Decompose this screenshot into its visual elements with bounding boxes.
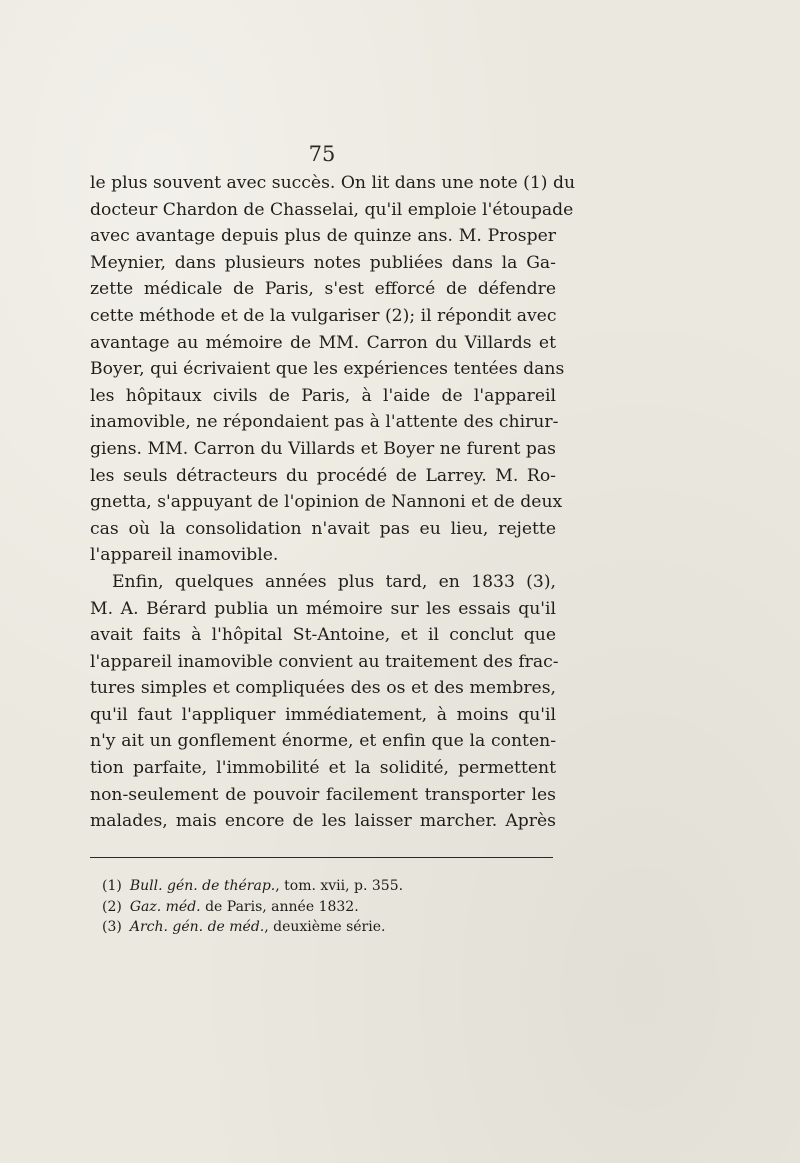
- text-line: giens. MM. Carron du Villards et Boyer ne furent pas: [90, 438, 556, 459]
- text-line: Meynier, dans plusieurs notes publiées dans la Ga-: [90, 252, 556, 273]
- footnote: [102, 897, 403, 918]
- text-line: le plus souvent avec succès. On lit dans une note (1) du: [90, 173, 576, 193]
- text-line: tures simples et compliquées des os et des membres,: [90, 678, 556, 699]
- page-number: 75: [308, 142, 336, 166]
- text-line: l'appareil inamovible convient au traitement des frac-: [90, 651, 559, 672]
- text-line: les hôpitaux civils de Paris, à l'aide de l'appareil: [90, 385, 556, 406]
- footnote-detail: de Paris, année 1832.: [200, 898, 359, 915]
- text-line: malades, mais encore de les laisser marcher. Après: [90, 811, 556, 832]
- text-line: tion parfaite, l'immobilité et la solidité, permettent: [90, 758, 556, 779]
- body-text: [90, 170, 576, 835]
- text-line: non-seulement de pouvoir facilement transporter les: [90, 784, 556, 805]
- text-line: gnetta, s'appuyant de l'opinion de Nannoni et de deux: [90, 492, 563, 513]
- text-line: docteur Chardon de Chasselai, qu'il emploie l'étoupade: [90, 199, 574, 220]
- text-line: qu'il faut l'appliquer immédiatement, à moins qu'il: [90, 704, 556, 725]
- footnote-number: (3): [102, 919, 122, 935]
- text-line: M. A. Bérard publia un mémoire sur les essais qu'il: [90, 598, 556, 619]
- text-line: cette méthode et de la vulgariser (2); il répondit avec: [90, 305, 557, 326]
- text-line: les seuls détracteurs du procédé de Larrey. M. Ro-: [90, 465, 556, 486]
- footnote-number: (2): [102, 898, 122, 915]
- footnote-title: Arch. gén. de méd.: [129, 919, 265, 935]
- text-line: zette médicale de Paris, s'est efforcé de défendre: [90, 279, 556, 300]
- text-line: avec avantage depuis plus de quinze ans. M. Prosper: [90, 226, 556, 247]
- text-line: inamovible, ne répondaient pas à l'attente des chirur-: [90, 412, 559, 433]
- footnote-number: (1): [102, 878, 122, 894]
- footnote: [102, 876, 403, 897]
- text-line: avait faits à l'hôpital St-Antoine, et il conclut que: [90, 625, 556, 646]
- text-line: avantage au mémoire de MM. Carron du Villards et: [90, 332, 556, 353]
- footnote-title: Bull. gén. de thérap.: [129, 878, 276, 894]
- text-line: Enfin, quelques années plus tard, en 1833 (3),: [112, 571, 556, 592]
- footnotes: [102, 876, 403, 938]
- footnote-title: Gaz. méd.: [129, 898, 201, 915]
- text-line: l'appareil inamovible.: [90, 545, 279, 566]
- footnote: [102, 917, 403, 938]
- text-line: cas où la consolidation n'avait pas eu lieu, rejette: [90, 518, 556, 539]
- text-line: Boyer, qui écrivaient que les expériences tentées dans: [90, 359, 565, 380]
- footnote-detail: , tom. xvii, p. 355.: [275, 878, 404, 894]
- text-line: n'y ait un gonflement énorme, et enfin que la conten-: [90, 731, 556, 752]
- footnote-separator: [90, 857, 553, 858]
- footnote-detail: , deuxième série.: [264, 919, 386, 935]
